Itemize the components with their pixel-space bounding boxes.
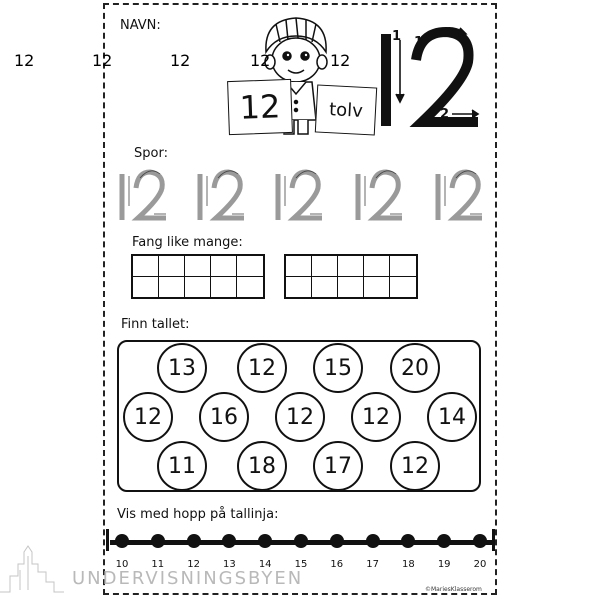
number-circle[interactable]: 12: [351, 392, 401, 442]
word-card: tolv: [315, 84, 377, 135]
number-circle[interactable]: 16: [199, 392, 249, 442]
find-number-label: Finn tallet:: [121, 317, 190, 332]
number-circle[interactable]: 17: [313, 441, 363, 491]
trace-item-text: 12: [330, 51, 351, 70]
number-line-label-item: 14: [258, 559, 272, 570]
number-circle[interactable]: 12: [390, 441, 440, 491]
number-circle[interactable]: 12: [275, 392, 325, 442]
number-circle[interactable]: 18: [237, 441, 287, 491]
number-line-label-item: 19: [437, 559, 451, 570]
number-circle[interactable]: 13: [157, 343, 207, 393]
credit-text: ©MariesKlasserom: [425, 586, 482, 593]
trace-item-text: 12: [250, 51, 271, 70]
number-line-label-item: 10: [115, 559, 129, 570]
number-line-label: Vis med hopp på tallinja:: [117, 507, 279, 522]
number-line-label-item: 13: [223, 559, 236, 570]
number-line-dot[interactable]: [473, 534, 487, 548]
number-line-label-item: 18: [402, 559, 415, 570]
trace-item-text: 12: [92, 51, 113, 70]
ten-frame-right[interactable]: [284, 254, 418, 299]
trace-item-text: 12: [14, 51, 35, 70]
trace-label: Spor:: [134, 146, 168, 161]
watermark-text: UNDERVISNINGSBYEN: [72, 568, 304, 589]
trace-item-text: 12: [170, 51, 191, 70]
number-circle[interactable]: 20: [390, 343, 440, 393]
stroke-order-number: [372, 18, 482, 134]
number-line-label-item: 17: [366, 559, 379, 570]
number-line-label-item: 11: [151, 559, 165, 570]
number-line-label-item: 15: [294, 559, 308, 570]
number-card: 12: [227, 79, 293, 135]
stroke-number-3: 2: [440, 107, 450, 122]
number-line-end-tick: [492, 529, 495, 551]
number-line-label-item: 12: [187, 559, 200, 570]
ten-frames-label: Fang like mange:: [132, 235, 243, 250]
number-circle[interactable]: 12: [237, 343, 287, 393]
ten-frame-left[interactable]: [131, 254, 265, 299]
number-circle[interactable]: 11: [157, 441, 207, 491]
number-circle[interactable]: 14: [427, 392, 477, 442]
number-line-label-item: 20: [473, 559, 487, 570]
trace-item[interactable]: [170, 51, 326, 226]
stroke-number-2: 1: [414, 35, 424, 50]
number-line-dot[interactable]: [330, 534, 344, 548]
name-label: NAVN:: [120, 18, 161, 33]
number-circle[interactable]: 15: [313, 343, 363, 393]
stroke-number-1: 1: [392, 29, 402, 44]
number-line-label-item: 16: [330, 559, 344, 570]
number-line-dot[interactable]: [366, 534, 380, 548]
number-circle[interactable]: 12: [123, 392, 173, 442]
